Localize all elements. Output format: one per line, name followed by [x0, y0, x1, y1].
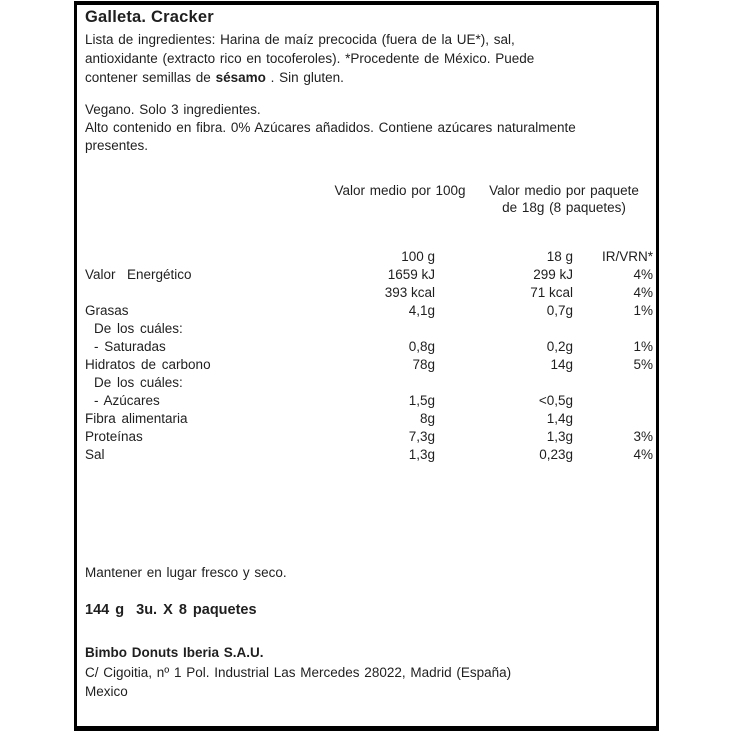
- ingredients-line3-pre: contener semillas de: [85, 70, 216, 85]
- storage-instructions: Mantener en lugar fresco y seco.: [85, 565, 287, 580]
- value-per-pack: 0,2g: [546, 339, 573, 354]
- ingredients-line3-post: . Sin gluten.: [265, 70, 344, 85]
- value-per-100g: 8g: [419, 411, 435, 426]
- value-per-pack: 299 kJ: [533, 267, 573, 282]
- value-per-pack: 71 kcal: [530, 285, 573, 300]
- nutrient-name: - Saturadas: [94, 339, 166, 354]
- value-per-100g: [317, 320, 435, 338]
- ingredients-line-1: Lista de ingredientes: Harina de maíz precocida (fuera de la UE*), sal,: [85, 32, 515, 47]
- nutrition-row: [85, 410, 653, 428]
- ingredients-line-3: [85, 68, 653, 87]
- spacer-cell: [85, 182, 325, 216]
- nutrient-name: [85, 284, 317, 302]
- claims-paragraph: [85, 101, 653, 155]
- value-ir-vrn: [573, 374, 653, 392]
- header-per-100g: Valor medio por 100g: [334, 183, 466, 198]
- manufacturer-address: C/ Cigoitia, nº 1 Pol. Industrial Las Mercedes 28022, Madrid (España): [85, 664, 512, 680]
- nutrition-row: [85, 248, 653, 266]
- value-ir-vrn: [573, 392, 653, 410]
- value-ir-vrn: 1%: [633, 339, 653, 354]
- value-per-100g: 1659 kJ: [387, 267, 435, 282]
- nutrient-name: Hidratos de carbono: [85, 357, 211, 372]
- header-per-pack-line-2: de 18g (8 paquetes): [502, 200, 626, 215]
- claim-fiber-line-1: Alto contenido en fibra. 0% Azúcares añadidos. Contiene azúcares naturalmente: [85, 120, 576, 135]
- value-per-100g: 4,1g: [408, 303, 435, 318]
- value-per-100g: 393 kcal: [384, 285, 435, 300]
- value-ir-vrn: [573, 320, 653, 338]
- value-ir-vrn: 1%: [633, 303, 653, 318]
- value-per-pack: [435, 374, 573, 392]
- nutrient-name: Fibra alimentaria: [85, 411, 188, 426]
- value-per-pack: [435, 320, 573, 338]
- nutrition-column-headers: [85, 182, 653, 216]
- value-ir-vrn: 4%: [633, 285, 653, 300]
- value-per-pack: 1,3g: [546, 429, 573, 444]
- nutrition-row: [85, 302, 653, 320]
- nutrient-name: De los cuáles:: [94, 321, 183, 336]
- nutrient-name: Proteínas: [85, 429, 143, 444]
- ingredients-paragraph: [85, 30, 653, 87]
- value-per-100g: 7,3g: [408, 429, 435, 444]
- net-weight: 144 g 3u. X 8 paquetes: [85, 602, 257, 618]
- product-title: Galleta. Cracker: [85, 8, 214, 26]
- value-ir-vrn: 3%: [633, 429, 653, 444]
- nutrient-name: - Azúcares: [94, 393, 160, 408]
- value-ir-vrn: 5%: [633, 357, 653, 372]
- nutrition-row: [85, 266, 653, 284]
- nutrient-name: Sal: [85, 447, 105, 462]
- nutrition-table: [85, 248, 653, 464]
- value-per-pack: <0,5g: [538, 393, 573, 408]
- value-ir-vrn: IR/VRN*: [601, 249, 653, 264]
- product-label-box: [74, 1, 659, 731]
- nutrition-row: [85, 446, 653, 464]
- value-per-pack: 0,23g: [539, 447, 573, 462]
- nutrition-row: [85, 392, 653, 410]
- value-per-pack: 14g: [550, 357, 573, 372]
- header-per-pack: [475, 182, 653, 216]
- value-per-pack: 1,4g: [546, 411, 573, 426]
- nutrition-row: [85, 338, 653, 356]
- value-per-100g: [317, 374, 435, 392]
- header-per-pack-line-1: Valor medio por paquete: [489, 183, 639, 198]
- manufacturer-name: Bimbo Donuts Iberia S.A.U.: [85, 645, 264, 660]
- nutrition-row: [85, 284, 653, 302]
- ingredients-line-2: antioxidante (extracto rico en tocoferoles). *Procedente de México. Puede: [85, 51, 535, 66]
- nutrient-name: [85, 248, 317, 266]
- claim-vegan: Vegano. Solo 3 ingredientes.: [85, 102, 261, 117]
- nutrition-row: [85, 320, 653, 338]
- nutrient-name: Valor Energético: [85, 267, 192, 282]
- nutrition-row: [85, 356, 653, 374]
- value-per-100g: 1,5g: [408, 393, 435, 408]
- value-per-100g: 1,3g: [408, 447, 435, 462]
- value-per-100g: 78g: [412, 357, 435, 372]
- value-ir-vrn: [573, 410, 653, 428]
- nutrition-row: [85, 428, 653, 446]
- manufacturer-block: [85, 643, 653, 702]
- claim-fiber-line-2: presentes.: [85, 138, 149, 153]
- manufacturer-country: Mexico: [85, 684, 128, 699]
- nutrient-name: Grasas: [85, 303, 129, 318]
- value-ir-vrn: 4%: [633, 267, 653, 282]
- value-per-pack: 0,7g: [546, 303, 573, 318]
- value-per-100g: 100 g: [401, 249, 435, 264]
- nutrient-name: De los cuáles:: [94, 375, 183, 390]
- value-ir-vrn: 4%: [633, 447, 653, 462]
- value-per-100g: 0,8g: [408, 339, 435, 354]
- nutrition-row: [85, 374, 653, 392]
- allergen-sesame: sésamo: [215, 70, 266, 85]
- value-per-pack: 18 g: [546, 249, 573, 264]
